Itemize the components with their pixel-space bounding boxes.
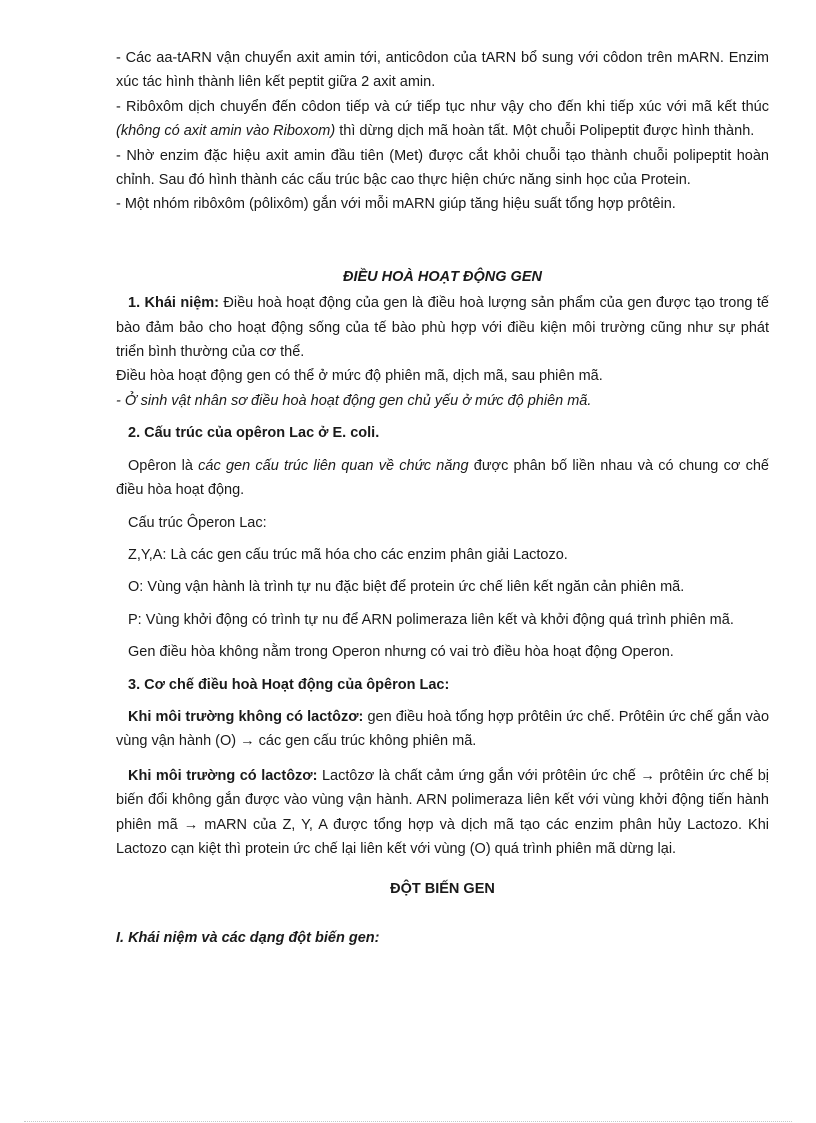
paragraph-operator: O: Vùng vận hành là trình tự nu đặc biệt để protein ức chế liên kết ngăn cản phiên mã.	[128, 579, 685, 596]
paragraph-levels: Điều hòa hoạt động gen có thể ở mức độ phiên mã, dịch mã, sau phiên mã.	[116, 368, 603, 385]
heading-operon-structure: 2. Cấu trúc của opêron Lac ở E. coli.	[128, 425, 380, 442]
paragraph-operon-definition: Opêron là các gen cấu trúc liên quan về chức năng được phân bố liền nhau và có chung cơ chế điều hòa hoạt động.	[116, 457, 769, 499]
paragraph-concept: 1. Khái niệm: Điều hoà hoạt động của gen là điều hoà lượng sản phẩm của gen được tạo trong tế bào đảm bảo cho hoạt động sống của tế bào phù hợp với điều kiện môi trường cũng như sự phát triển bình thường của cơ thể.	[116, 295, 769, 361]
no-lactose-label: Khi môi trường không có lactôzơ:	[128, 708, 364, 725]
page-bottom-divider	[24, 1121, 792, 1122]
paragraph-no-lactose: Khi môi trường không có lactôzơ: gen điều hoà tổng hợp prôtêin ức chế. Prôtêin ức chế gắn vào vùng vận hành (O) → các gen cấu trúc không phiên mã.	[116, 708, 770, 750]
heading-mechanism: 3. Cơ chế điều hoà Hoạt động của ôpêron Lac:	[128, 676, 450, 693]
paragraph-ribosome: - Ribôxôm dịch chuyển đến côdon tiếp và cứ tiếp tục như vậy cho đến khi tiếp xúc với mã kết thúc (không có axit amin vào Riboxom) thì dừng dịch mã hoàn tất. Một chuỗi Polipeptit được hình thành.	[116, 98, 769, 140]
section-title-gene-regulation: ĐIỀU HOÀ HOẠT ĐỘNG GEN	[343, 268, 542, 285]
heading-mutation-concept: I. Khái niệm và các dạng đột biến gen:	[116, 929, 380, 946]
lactose-label: Khi môi trường có lactôzơ:	[128, 767, 318, 784]
paragraph-enzyme: - Nhờ enzim đặc hiệu axit amin đầu tiên (Met) được cắt khỏi chuỗi tạo thành chuỗi polipeptit hoàn chỉnh. Sau đó hình thành các cấu trúc bậc cao thực hiện chức năng sinh học của Protein.	[116, 147, 769, 189]
paragraph-prokaryote: - Ở sinh vật nhân sơ điều hoà hoạt động gen chủ yếu ở mức độ phiên mã.	[116, 392, 592, 409]
paragraph-structure-title: Cấu trúc Ôperon Lac:	[128, 514, 267, 531]
paragraph-zya: Z,Y,A: Là các gen cấu trúc mã hóa cho các enzim phân giải Lactozo.	[128, 546, 568, 563]
paragraph-trna: - Các aa-tARN vận chuyển axit amin tới, anticôdon của tARN bổ sung với côdon trên mARN. Enzim xúc tác hình thành liên kết peptit giữa 2 axit amin.	[116, 50, 769, 91]
section-title-gene-mutation: ĐỘT BIẾN GEN	[390, 881, 495, 898]
paragraph-promoter: P: Vùng khởi động có trình tự nu để ARN polimeraza liên kết và khởi động quá trình phiên mã.	[128, 611, 734, 628]
paragraph-regulator: Gen điều hòa không nằm trong Operon nhưng có vai trò điều hòa hoạt động Operon.	[128, 644, 674, 661]
italic-definition: các gen cấu trúc liên quan về chức năng	[198, 457, 469, 474]
concept-label: 1. Khái niệm:	[128, 295, 220, 312]
document-page	[116, 46, 769, 950]
italic-note: (không có axit amin vào Riboxom)	[116, 123, 336, 140]
paragraph-lactose: Khi môi trường có lactôzơ: Lactôzơ là chất cảm ứng gắn với prôtêin ức chế → prôtêin ức chế bị biến đổi không gắn được vào vùng vận hành. ARN polimeraza liên kết với vùng khởi động tiến hành phiên mã → mARN của Z, Y, A được tổng hợp và dịch mã tạo các enzim phân hủy Lactozo. Khi Lactozo cạn kiệt thì protein ức chế lại liên kết với vùng (O) quá trình phiên mã dừng lại.	[116, 767, 769, 857]
paragraph-polysome: - Một nhóm ribôxôm (pôlixôm) gắn với mỗi mARN giúp tăng hiệu suất tổng hợp prôtêin.	[116, 196, 676, 213]
